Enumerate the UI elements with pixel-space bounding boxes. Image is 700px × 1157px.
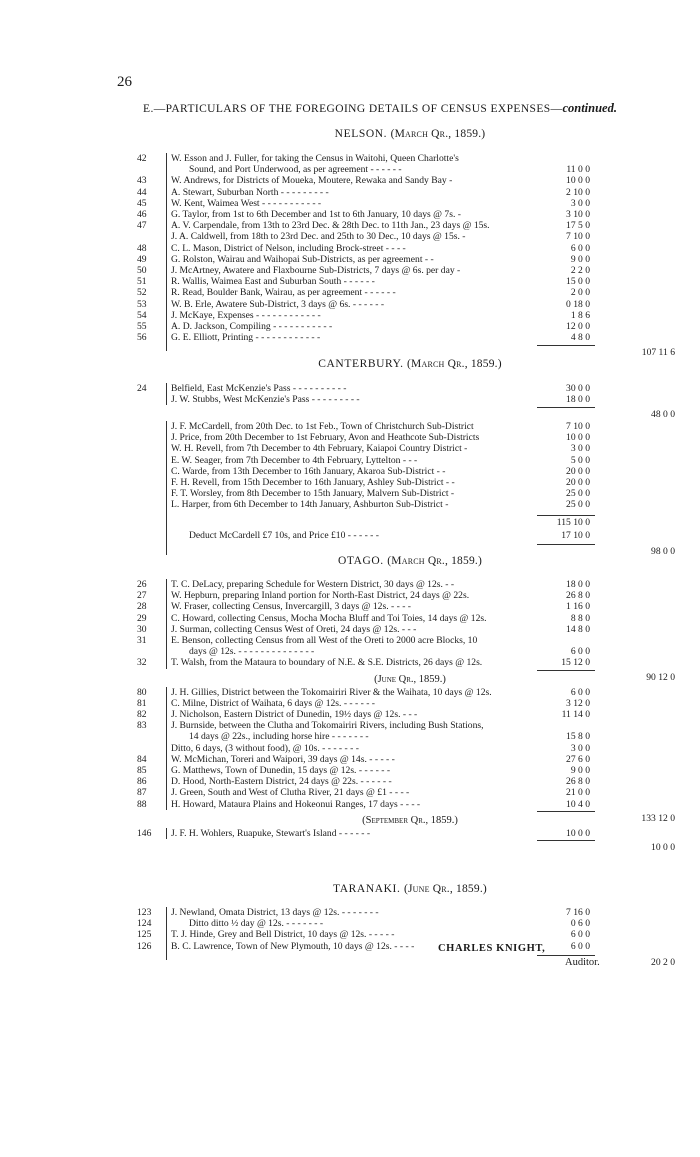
entry-description: C. Warde, from 13th December to 16th January, Akaroa Sub-District - -	[171, 465, 446, 477]
entry-row	[0, 231, 700, 242]
entry-number: 27	[137, 590, 147, 602]
entry-number: 43	[137, 175, 147, 187]
section-name: NELSON.	[334, 128, 391, 140]
sum-line	[537, 407, 595, 408]
entry-row	[0, 929, 700, 940]
section-title	[0, 883, 700, 895]
entry-row	[0, 265, 700, 276]
entry-amount: 2 10 0	[566, 186, 590, 198]
section-total: 10 0 0	[651, 842, 675, 853]
entry-row	[0, 299, 700, 310]
column-rule	[166, 579, 167, 669]
entry-row	[0, 828, 700, 839]
page-number: 26	[117, 74, 132, 90]
entry-row	[0, 164, 700, 175]
sum-line	[537, 840, 595, 841]
section-period: (March Qr., 1859.)	[387, 555, 482, 567]
entry-description: T. J. Hinde, Grey and Bell District, 10 days @ 12s. - - - - -	[171, 929, 395, 941]
entry-description: days @ 12s. - - - - - - - - - - - - - -	[189, 646, 315, 658]
entry-amount: 6 0 0	[570, 686, 590, 698]
entry-number: 48	[137, 242, 147, 254]
entry-amount: 3 10 0	[566, 209, 590, 220]
column-rule	[166, 907, 167, 960]
quarter-label: (September Qr., 1859.)	[362, 814, 458, 826]
entry-row	[0, 499, 700, 510]
entry-number: 42	[137, 153, 147, 164]
entry-amount: 3 0 0	[570, 742, 590, 754]
entry-amount: 7 16 0	[566, 907, 590, 918]
entry-description: W. Fraser, collecting Census, Invercargill, 3 days @ 12s. - - - -	[171, 601, 411, 613]
entry-amount: 30 0 0	[566, 383, 590, 394]
quarter-label: (June Qr., 1859.)	[374, 673, 446, 685]
sum-line	[537, 515, 595, 516]
entry-description: G. Rolston, Wairau and Waihopai Sub-Districts, as per agreement - -	[171, 253, 434, 265]
entry-description: A. V. Carpendale, from 13th to 23rd Dec. & 28th Dec. to 11th Jan., 23 days @ 15s.	[171, 220, 490, 232]
section-period: (March Qr., 1859.)	[390, 128, 486, 140]
entry-row	[0, 421, 700, 432]
entry-number: 87	[137, 787, 147, 799]
entry-row	[0, 310, 700, 321]
section-title	[0, 555, 700, 567]
entry-amount: 9 0 0	[570, 765, 590, 776]
entry-amount: 18 0 0	[566, 579, 590, 590]
entry-number: 44	[137, 186, 147, 198]
entry-row	[0, 698, 700, 709]
entry-amount: 0 18 0	[566, 298, 590, 310]
sum-line	[537, 544, 595, 545]
entry-description: Sound, and Port Underwood, as per agreement - - - - - -	[189, 164, 402, 176]
entry-amount: 6 0 0	[570, 940, 590, 952]
entry-amount: 4 8 0	[570, 332, 590, 344]
entry-number: 31	[137, 635, 147, 646]
entry-row	[0, 276, 700, 287]
entry-number: 56	[137, 332, 147, 344]
entry-row	[0, 175, 700, 186]
entry-description: J. Green, South and West of Clutha River, 21 days @ £1 - - - -	[171, 787, 410, 799]
entry-description: A. Stewart, Suburban North - - - - - - - - -	[171, 186, 329, 198]
entry-amount: 25 0 0	[566, 499, 590, 511]
entry-amount: 10 0 0	[566, 432, 590, 444]
entry-description: W. B. Erle, Awatere Sub-District, 3 days @ 6s. - - - - - -	[171, 298, 385, 310]
entry-description: W. McMichan, Toreri and Waipori, 39 days @ 14s. - - - - -	[171, 753, 395, 765]
entry-number: 24	[137, 383, 147, 394]
section-total: 90 12 0	[646, 671, 675, 683]
heading-continued: continued.	[562, 101, 617, 115]
entry-description: G. Matthews, Town of Dunedin, 15 days @ 12s. - - - - - -	[171, 765, 391, 776]
entry-row	[0, 383, 700, 394]
entry-amount: 6 0 0	[570, 646, 590, 658]
entry-description: G. Taylor, from 1st to 6th December and 1st to 6th January, 10 days @ 7s. -	[171, 209, 461, 220]
entry-description: J. Burnside, between the Clutha and Tokomairiri Rivers, including Bush Stations,	[171, 720, 484, 732]
entry-description: J. H. Gillies, District between the Tokomairiri River & the Waihata, 10 days @ 12s.	[171, 686, 492, 698]
entry-amount: 15 0 0	[566, 276, 590, 288]
entry-number: 49	[137, 253, 147, 265]
entry-number: 146	[137, 827, 152, 839]
entry-number: 86	[137, 776, 147, 788]
entry-row	[0, 765, 700, 776]
sum-line	[537, 345, 595, 346]
entry-row	[0, 635, 700, 646]
section-total: 133 12 0	[641, 812, 675, 824]
entry-number: 126	[137, 940, 152, 952]
entry-description: J. Newland, Omata District, 13 days @ 12s. - - - - - - -	[171, 907, 379, 918]
entry-row	[0, 187, 700, 198]
entry-number: 82	[137, 709, 147, 720]
column-rule	[166, 383, 167, 405]
entry-amount: 5 0 0	[570, 454, 590, 466]
entry-amount: 0 6 0	[570, 918, 590, 930]
entry-row	[0, 590, 700, 601]
entry-row	[0, 466, 700, 477]
entry-amount: 7 10 0	[566, 231, 590, 243]
section-total: 20 2 0	[651, 956, 675, 968]
entry-amount: 17 5 0	[566, 220, 590, 232]
entry-description: Ditto ditto ½ day @ 12s. - - - - - - -	[189, 918, 324, 930]
section-name: OTAGO.	[337, 555, 388, 567]
entry-number: 50	[137, 265, 147, 276]
entry-amount: 20 0 0	[566, 465, 590, 477]
heading-main: E.—PARTICULARS OF THE FOREGOING DETAILS OF CENSUS EXPENSES—	[143, 103, 563, 115]
section-total: 48 0 0	[651, 409, 675, 421]
entry-number: 88	[137, 798, 147, 810]
column-rule	[166, 828, 167, 839]
entry-number: 123	[137, 907, 152, 918]
entry-description: J. F. McCardell, from 20th Dec. to 1st Feb., Town of Christchurch Sub-District	[171, 421, 474, 432]
entry-amount: 27 6 0	[566, 753, 590, 765]
deduction-text: Deduct McCardell £7 10s, and Price £10 - - - - - -	[189, 529, 379, 541]
entry-row	[0, 657, 700, 668]
signature-title: Auditor.	[565, 957, 600, 968]
entry-description: W. Hepburn, preparing Inland portion for North-East District, 24 days @ 22s.	[171, 590, 470, 602]
entry-amount: 10 4 0	[566, 798, 590, 810]
entry-amount: 1 8 6	[570, 309, 590, 321]
entry-number: 30	[137, 623, 147, 635]
entry-number: 29	[137, 612, 147, 624]
entry-number: 80	[137, 686, 147, 698]
canterbury-sum: 115 10 0	[556, 516, 590, 528]
entry-number: 32	[137, 657, 147, 669]
entry-amount: 20 0 0	[566, 477, 590, 488]
entry-description: J. McArtney, Awatere and Flaxbourne Sub-Districts, 7 days @ 6s. per day -	[171, 265, 461, 276]
entry-description: W. H. Revell, from 7th December to 4th February, Kaiapoi Country District -	[171, 443, 468, 455]
entry-row	[0, 907, 700, 918]
entry-number: 51	[137, 276, 147, 288]
entry-row	[0, 731, 700, 742]
entry-row	[0, 601, 700, 612]
entry-description: 14 days @ 22s., including horse hire - - - - - - -	[189, 731, 369, 743]
entry-amount: 21 0 0	[566, 787, 590, 799]
entry-amount: 11 14 0	[561, 709, 590, 720]
entry-amount: 6 0 0	[570, 242, 590, 254]
entry-description: C. L. Mason, District of Nelson, including Brock-street - - - -	[171, 242, 406, 254]
entry-description: B. C. Lawrence, Town of New Plymouth, 10 days @ 12s. - - - -	[171, 940, 415, 952]
entry-number: 124	[137, 918, 152, 930]
entry-row	[0, 254, 700, 265]
entry-description: Ditto, 6 days, (3 without food), @ 10s. - - - - - - -	[171, 742, 359, 754]
entry-number: 55	[137, 321, 147, 332]
entry-amount: 15 12 0	[561, 657, 590, 669]
entry-number: 47	[137, 220, 147, 232]
entry-amount: 7 10 0	[566, 421, 590, 432]
entry-row	[0, 287, 700, 298]
entry-description: G. E. Elliott, Printing - - - - - - - - - - - -	[171, 332, 321, 344]
entry-row	[0, 432, 700, 443]
entry-amount: 2 0 0	[570, 287, 590, 299]
section-total: 107 11 6	[641, 347, 675, 359]
entry-row	[0, 624, 700, 635]
entry-description: F. H. Revell, from 15th December to 16th January, Ashley Sub-District - -	[171, 477, 455, 488]
section-title	[0, 358, 700, 370]
entry-row	[0, 720, 700, 731]
section-period: (March Qr., 1859.)	[407, 358, 502, 370]
entry-description: T. C. DeLacy, preparing Schedule for Western District, 30 days @ 12s. - -	[171, 579, 455, 590]
entry-description: J. Price, from 20th December to 1st February, Avon and Heathcote Sub-Districts	[171, 432, 480, 444]
entry-description: W. Kent, Waimea West - - - - - - - - - - -	[171, 197, 322, 209]
entry-row	[0, 918, 700, 929]
entry-description: J. Surman, collecting Census West of Oreti, 24 days @ 12s. - - -	[171, 623, 417, 635]
entry-row	[0, 209, 700, 220]
entry-number: 53	[137, 298, 147, 310]
entry-description: F. T. Worsley, from 8th December to 15th January, Malvern Sub-District -	[171, 488, 455, 500]
entry-description: T. Walsh, from the Mataura to boundary of N.E. & S.E. Districts, 26 days @ 12s.	[171, 657, 483, 669]
entry-amount: 10 0 0	[566, 175, 590, 187]
section-title	[0, 128, 700, 140]
entry-row	[0, 530, 700, 541]
entry-number: 81	[137, 697, 147, 709]
column-rule	[166, 153, 167, 351]
entry-number: 28	[137, 601, 147, 613]
column-rule	[166, 687, 167, 810]
entry-row	[0, 220, 700, 231]
entry-description: W. Esson and J. Fuller, for taking the Census in Waitohi, Queen Charlotte's	[171, 153, 459, 164]
entry-amount: 18 0 0	[566, 394, 590, 406]
entry-description: C. Milne, District of Waihata, 6 days @ 12s. - - - - - -	[171, 697, 375, 709]
entry-amount: 15 8 0	[566, 731, 590, 743]
entry-description: J. McKaye, Expenses - - - - - - - - - - - -	[171, 309, 321, 321]
entry-number: 84	[137, 753, 147, 765]
entry-row	[0, 579, 700, 590]
entry-amount: 2 2 0	[570, 265, 590, 276]
entry-amount: 8 8 0	[570, 612, 590, 624]
entry-amount: 12 0 0	[566, 321, 590, 332]
sum-line	[537, 955, 595, 956]
entry-description: R. Wallis, Waimea East and Suburban South - - - - - -	[171, 276, 375, 288]
entry-row	[0, 394, 700, 405]
entry-row	[0, 332, 700, 343]
entry-description: L. Harper, from 6th December to 14th January, Ashburton Sub-District -	[171, 499, 449, 511]
deduction-amount: 17 10 0	[561, 529, 590, 541]
entry-number: 52	[137, 287, 147, 299]
entry-row	[0, 754, 700, 765]
entry-description: H. Howard, Mataura Plains and Hokeonui Ranges, 17 days - - - -	[171, 798, 421, 810]
entry-description: J. W. Stubbs, West McKenzie's Pass - - - - - - - - -	[171, 394, 360, 406]
entry-amount: 14 8 0	[566, 623, 590, 635]
entry-description: Belfield, East McKenzie's Pass - - - - - - - - - -	[171, 383, 347, 394]
entry-row	[0, 687, 700, 698]
section-period: (June Qr., 1859.)	[403, 883, 487, 895]
entry-number: 83	[137, 720, 147, 732]
entry-amount: 3 12 0	[566, 697, 590, 709]
sum-line	[537, 811, 595, 812]
entry-description: E. W. Seager, from 7th December to 4th February, Lyttelton - - -	[171, 454, 418, 466]
entry-row	[0, 787, 700, 798]
sum-line	[537, 670, 595, 671]
entry-row	[0, 799, 700, 810]
entry-row	[0, 613, 700, 624]
entry-number: 45	[137, 197, 147, 209]
entry-number: 85	[137, 765, 147, 776]
entry-amount: 3 0 0	[570, 197, 590, 209]
entry-row	[0, 443, 700, 454]
entry-row	[0, 243, 700, 254]
entry-description: R. Read, Boulder Bank, Wairau, as per agreement - - - - - -	[171, 287, 396, 299]
entry-row	[0, 517, 700, 528]
entry-amount: 11 0 0	[566, 164, 590, 176]
entry-description: J. Nicholson, Eastern District of Dunedin, 19½ days @ 12s. - - -	[171, 709, 418, 720]
entry-row	[0, 709, 700, 720]
entry-amount: 1 16 0	[566, 601, 590, 613]
entry-amount: 10 0 0	[566, 827, 590, 839]
entry-row	[0, 477, 700, 488]
entry-description: C. Howard, collecting Census, Mocha Mocha Bluff and Toi Toies, 14 days @ 12s.	[171, 612, 487, 624]
entry-number: 125	[137, 929, 152, 941]
entry-description: A. D. Jackson, Compiling - - - - - - - - - - -	[171, 321, 333, 332]
entry-row	[0, 321, 700, 332]
entry-number: 26	[137, 579, 147, 590]
entry-amount: 6 0 0	[570, 929, 590, 941]
entry-row	[0, 488, 700, 499]
entry-row	[0, 153, 700, 164]
signature-name: CHARLES KNIGHT,	[438, 943, 546, 954]
entry-description: J. F. H. Wohlers, Ruapuke, Stewart's Island - - - - - -	[171, 827, 371, 839]
entry-number: 46	[137, 209, 147, 220]
section-name: CANTERBURY.	[318, 358, 408, 370]
entry-row	[0, 941, 700, 952]
entry-amount: 9 0 0	[570, 253, 590, 265]
entry-amount: 25 0 0	[566, 488, 590, 500]
entry-description: J. A. Caldwell, from 18th to 23rd Dec. and 25th to 30 Dec., 10 days @ 15s. -	[171, 231, 466, 243]
entry-description: E. Benson, collecting Census from all West of the Oreti to 2000 acre Blocks, 10	[171, 635, 478, 646]
section-name: TARANAKI.	[333, 883, 404, 895]
entry-description: D. Hood, North-Eastern District, 24 days @ 22s. - - - - - -	[171, 776, 392, 788]
entry-number: 54	[137, 309, 147, 321]
entry-row	[0, 646, 700, 657]
entry-amount: 26 8 0	[566, 590, 590, 602]
entry-amount: 26 8 0	[566, 776, 590, 788]
entry-row	[0, 743, 700, 754]
entry-description: W. Andrews, for Districts of Moueka, Moutere, Rewaka and Sandy Bay -	[171, 175, 453, 187]
section-total: 98 0 0	[651, 545, 675, 557]
entry-row	[0, 198, 700, 209]
entry-row	[0, 455, 700, 466]
entry-amount: 3 0 0	[570, 443, 590, 455]
entry-row	[0, 776, 700, 787]
page-heading	[0, 101, 700, 116]
